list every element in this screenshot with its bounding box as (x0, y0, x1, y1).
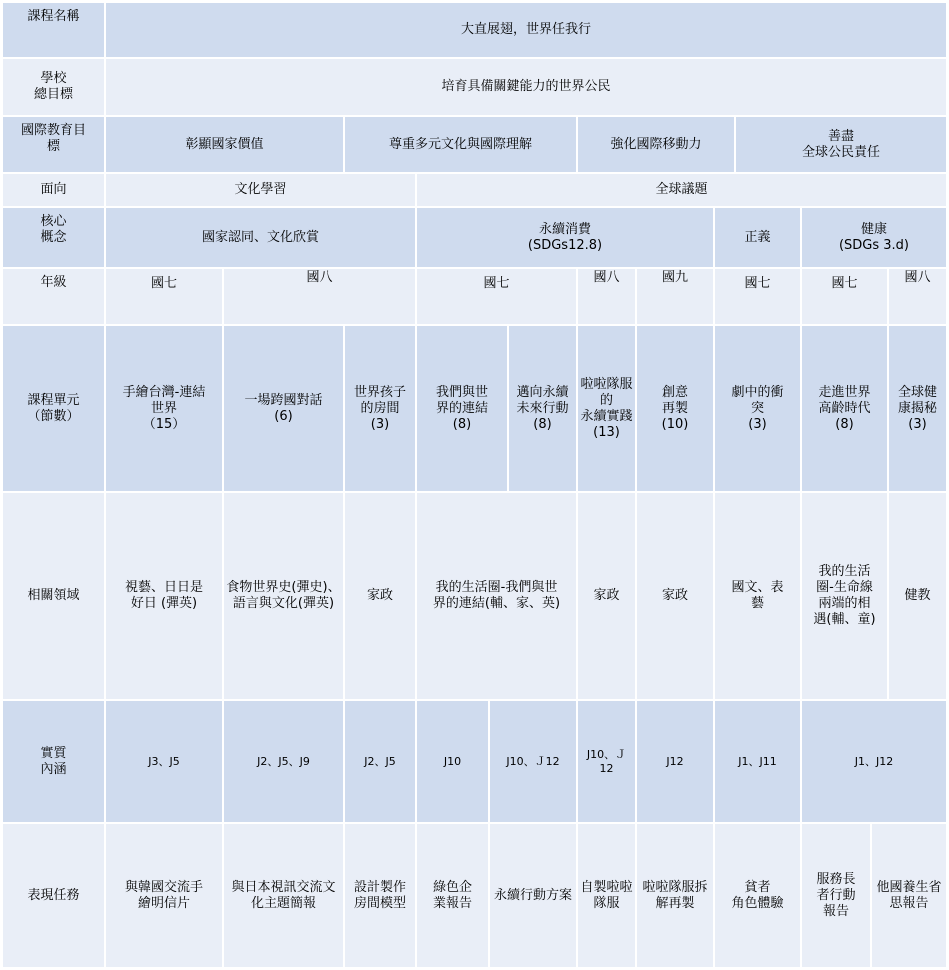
task-item: 綠色企 業報告 (417, 824, 488, 967)
grade-item: 國七 (106, 269, 222, 324)
tasks-label: 表現任務 (3, 824, 104, 967)
core-item: 永續消費 (SDGs12.8) (417, 208, 713, 267)
content-item: J1、J12 (802, 701, 946, 822)
units-label: 課程單元 （節數） (3, 326, 104, 491)
intl-goal-item: 彰顯國家價值 (106, 117, 343, 172)
unit-item: 邁向永續 未來行動 (8) (509, 326, 576, 491)
aspect-item: 文化學習 (106, 174, 415, 206)
aspect-item: 全球議題 (417, 174, 946, 206)
unit-item: 我們與世 界的連結 (8) (417, 326, 507, 491)
task-item: 啦啦隊服拆 解再製 (637, 824, 713, 967)
core-label: 核心 概念 (3, 208, 104, 267)
grade-item: 國八 (224, 269, 415, 324)
domain-item: 我的生活 圈-生命線 兩端的相 遇(輔、童) (802, 493, 887, 699)
unit-item: 手繪台灣-連結 世界 （15） (106, 326, 222, 491)
core-item: 健康 (SDGs 3.d) (802, 208, 946, 267)
content-item: J2、J5、J9 (224, 701, 343, 822)
core-item: 國家認同、文化欣賞 (106, 208, 415, 267)
school-goal-label: 學校 總目標 (3, 59, 104, 115)
domain-item: 家政 (345, 493, 415, 699)
core-item: 正義 (715, 208, 800, 267)
domain-item: 健教 (889, 493, 946, 699)
grade-item: 國七 (417, 269, 576, 324)
content-item: J2、J5 (345, 701, 415, 822)
task-item: 與日本視訊交流文 化主題簡報 (224, 824, 343, 967)
course-name-value: 大直展翅，世界任我行 (106, 3, 946, 57)
grade-label: 年級 (3, 269, 104, 324)
unit-item: 劇中的衝 突 (3) (715, 326, 800, 491)
grade-item: 國七 (715, 269, 800, 324)
task-item: 貧者 角色體驗 (715, 824, 800, 967)
grade-item: 國七 (802, 269, 887, 324)
unit-item: 全球健 康揭秘 (3) (889, 326, 946, 491)
unit-item: 世界孩子 的房間 (3) (345, 326, 415, 491)
domain-item: 食物世界史(彈史)、 語言與文化(彈英) (224, 493, 343, 699)
task-item: 設計製作 房間模型 (345, 824, 415, 967)
school-goal-value: 培育具備關鍵能力的世界公民 (106, 59, 946, 115)
intl-goal-item: 強化國際移動力 (578, 117, 734, 172)
domain-item: 我的生活圈-我們與世 界的連結(輔、家、英) (417, 493, 576, 699)
unit-item: 啦啦隊服 的 永續實踐 (13) (578, 326, 635, 491)
task-item: 自製啦啦 隊服 (578, 824, 635, 967)
content-item: J1、J11 (715, 701, 800, 822)
domains-label: 相關領域 (3, 493, 104, 699)
task-item: 永續行動方案 (490, 824, 576, 967)
grade-item: 國八 (578, 269, 635, 324)
domain-item: 視藝、日日是 好日 (彈英) (106, 493, 222, 699)
domain-item: 家政 (578, 493, 635, 699)
task-item: 與韓國交流手 繪明信片 (106, 824, 222, 967)
course-name-label: 課程名稱 (3, 3, 104, 57)
unit-item: 一場跨國對話 (6) (224, 326, 343, 491)
intl-goal-item: 善盡 全球公民責任 (736, 117, 946, 172)
unit-item: 走進世界 高齡時代 (8) (802, 326, 887, 491)
content-item: J12 (637, 701, 713, 822)
aspect-label: 面向 (3, 174, 104, 206)
task-item: 他國養生省 思報告 (872, 824, 946, 967)
content-item: J10、Ｊ 12 (578, 701, 635, 822)
content-item: J3、J5 (106, 701, 222, 822)
domain-item: 國文、表 藝 (715, 493, 800, 699)
content-item: J10 (417, 701, 488, 822)
grade-item: 國八 (889, 269, 946, 324)
intl-goal-item: 尊重多元文化與國際理解 (345, 117, 576, 172)
task-item: 服務長 者行動 報告 (802, 824, 870, 967)
grade-item: 國九 (637, 269, 713, 324)
unit-item: 創意 再製 (10) (637, 326, 713, 491)
intl-goal-label: 國際教育目 標 (3, 117, 104, 172)
domain-item: 家政 (637, 493, 713, 699)
content-label: 實質 內涵 (3, 701, 104, 822)
content-item: J10、Ｊ12 (490, 701, 576, 822)
